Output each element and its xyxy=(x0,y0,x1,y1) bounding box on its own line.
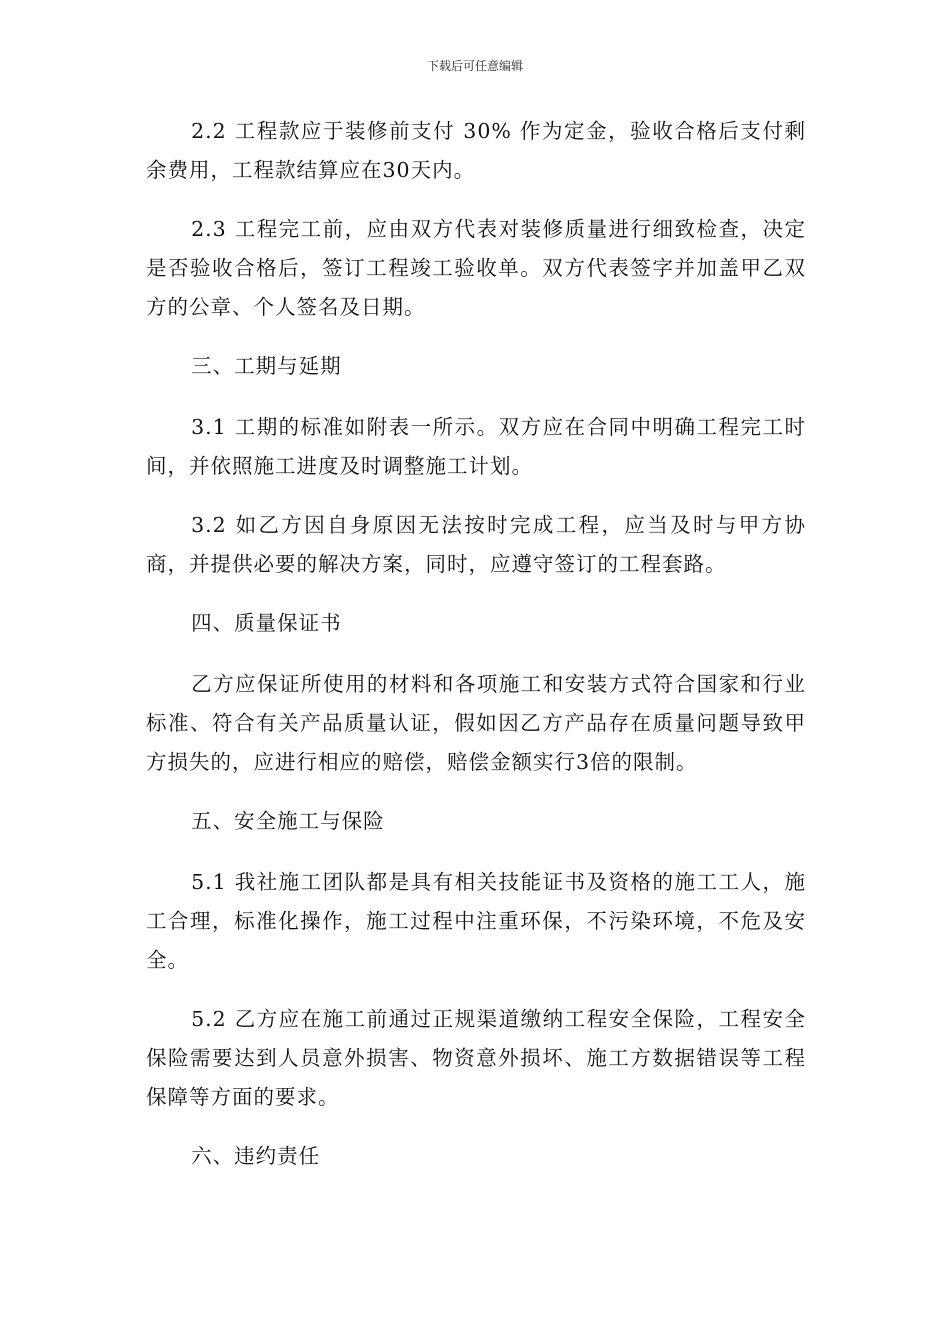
clause-2-3: 2.3 工程完工前，应由双方代表对装修质量进行细致检查，决定是否验收合格后，签订工程竣工验收单。双方代表签字并加盖甲乙双方的公章、个人签名及日期。 xyxy=(146,217,806,319)
clause-2-2: 2.2 工程款应于装修前支付 30% 作为定金，验收合格后支付剩余费用，工程款结算应在30天内。 xyxy=(146,119,806,182)
clause-5-1: 5.1 我社施工团队都是具有相关技能证书及资格的施工工人，施工合理，标准化操作，施工过程中注重环保，不污染环境，不危及安全。 xyxy=(146,870,806,972)
clause-quality-guarantee: 乙方应保证所使用的材料和各项施工和安装方式符合国家和行业标准、符合有关产品质量认证，假如因乙方产品存在质量问题导致甲方损失的，应进行相应的赔偿，赔偿金额实行3倍的限制。 xyxy=(146,672,806,774)
section-heading-5: 五、安全施工与保险 xyxy=(191,809,385,833)
clause-3-2: 3.2 如乙方因自身原因无法按时完成工程，应当及时与甲方协商，并提供必要的解决方案，同时，应遵守签订的工程套路。 xyxy=(146,513,806,576)
section-heading-6: 六、违约责任 xyxy=(191,1144,321,1168)
clause-5-2: 5.2 乙方应在施工前通过正规渠道缴纳工程安全保险，工程安全保险需要达到人员意外损害、物资意外损坏、施工方数据错误等工程保障等方面的要求。 xyxy=(146,1007,806,1109)
section-heading-4: 四、质量保证书 xyxy=(191,611,342,635)
document-body xyxy=(146,112,806,1198)
page-header-note: 下载后可任意编辑 xyxy=(426,59,523,73)
section-heading-3: 三、工期与延期 xyxy=(191,354,342,378)
clause-3-1: 3.1 工期的标准如附表一所示。双方应在合同中明确工程完工时间，并依照施工进度及时调整施工计划。 xyxy=(146,415,806,478)
